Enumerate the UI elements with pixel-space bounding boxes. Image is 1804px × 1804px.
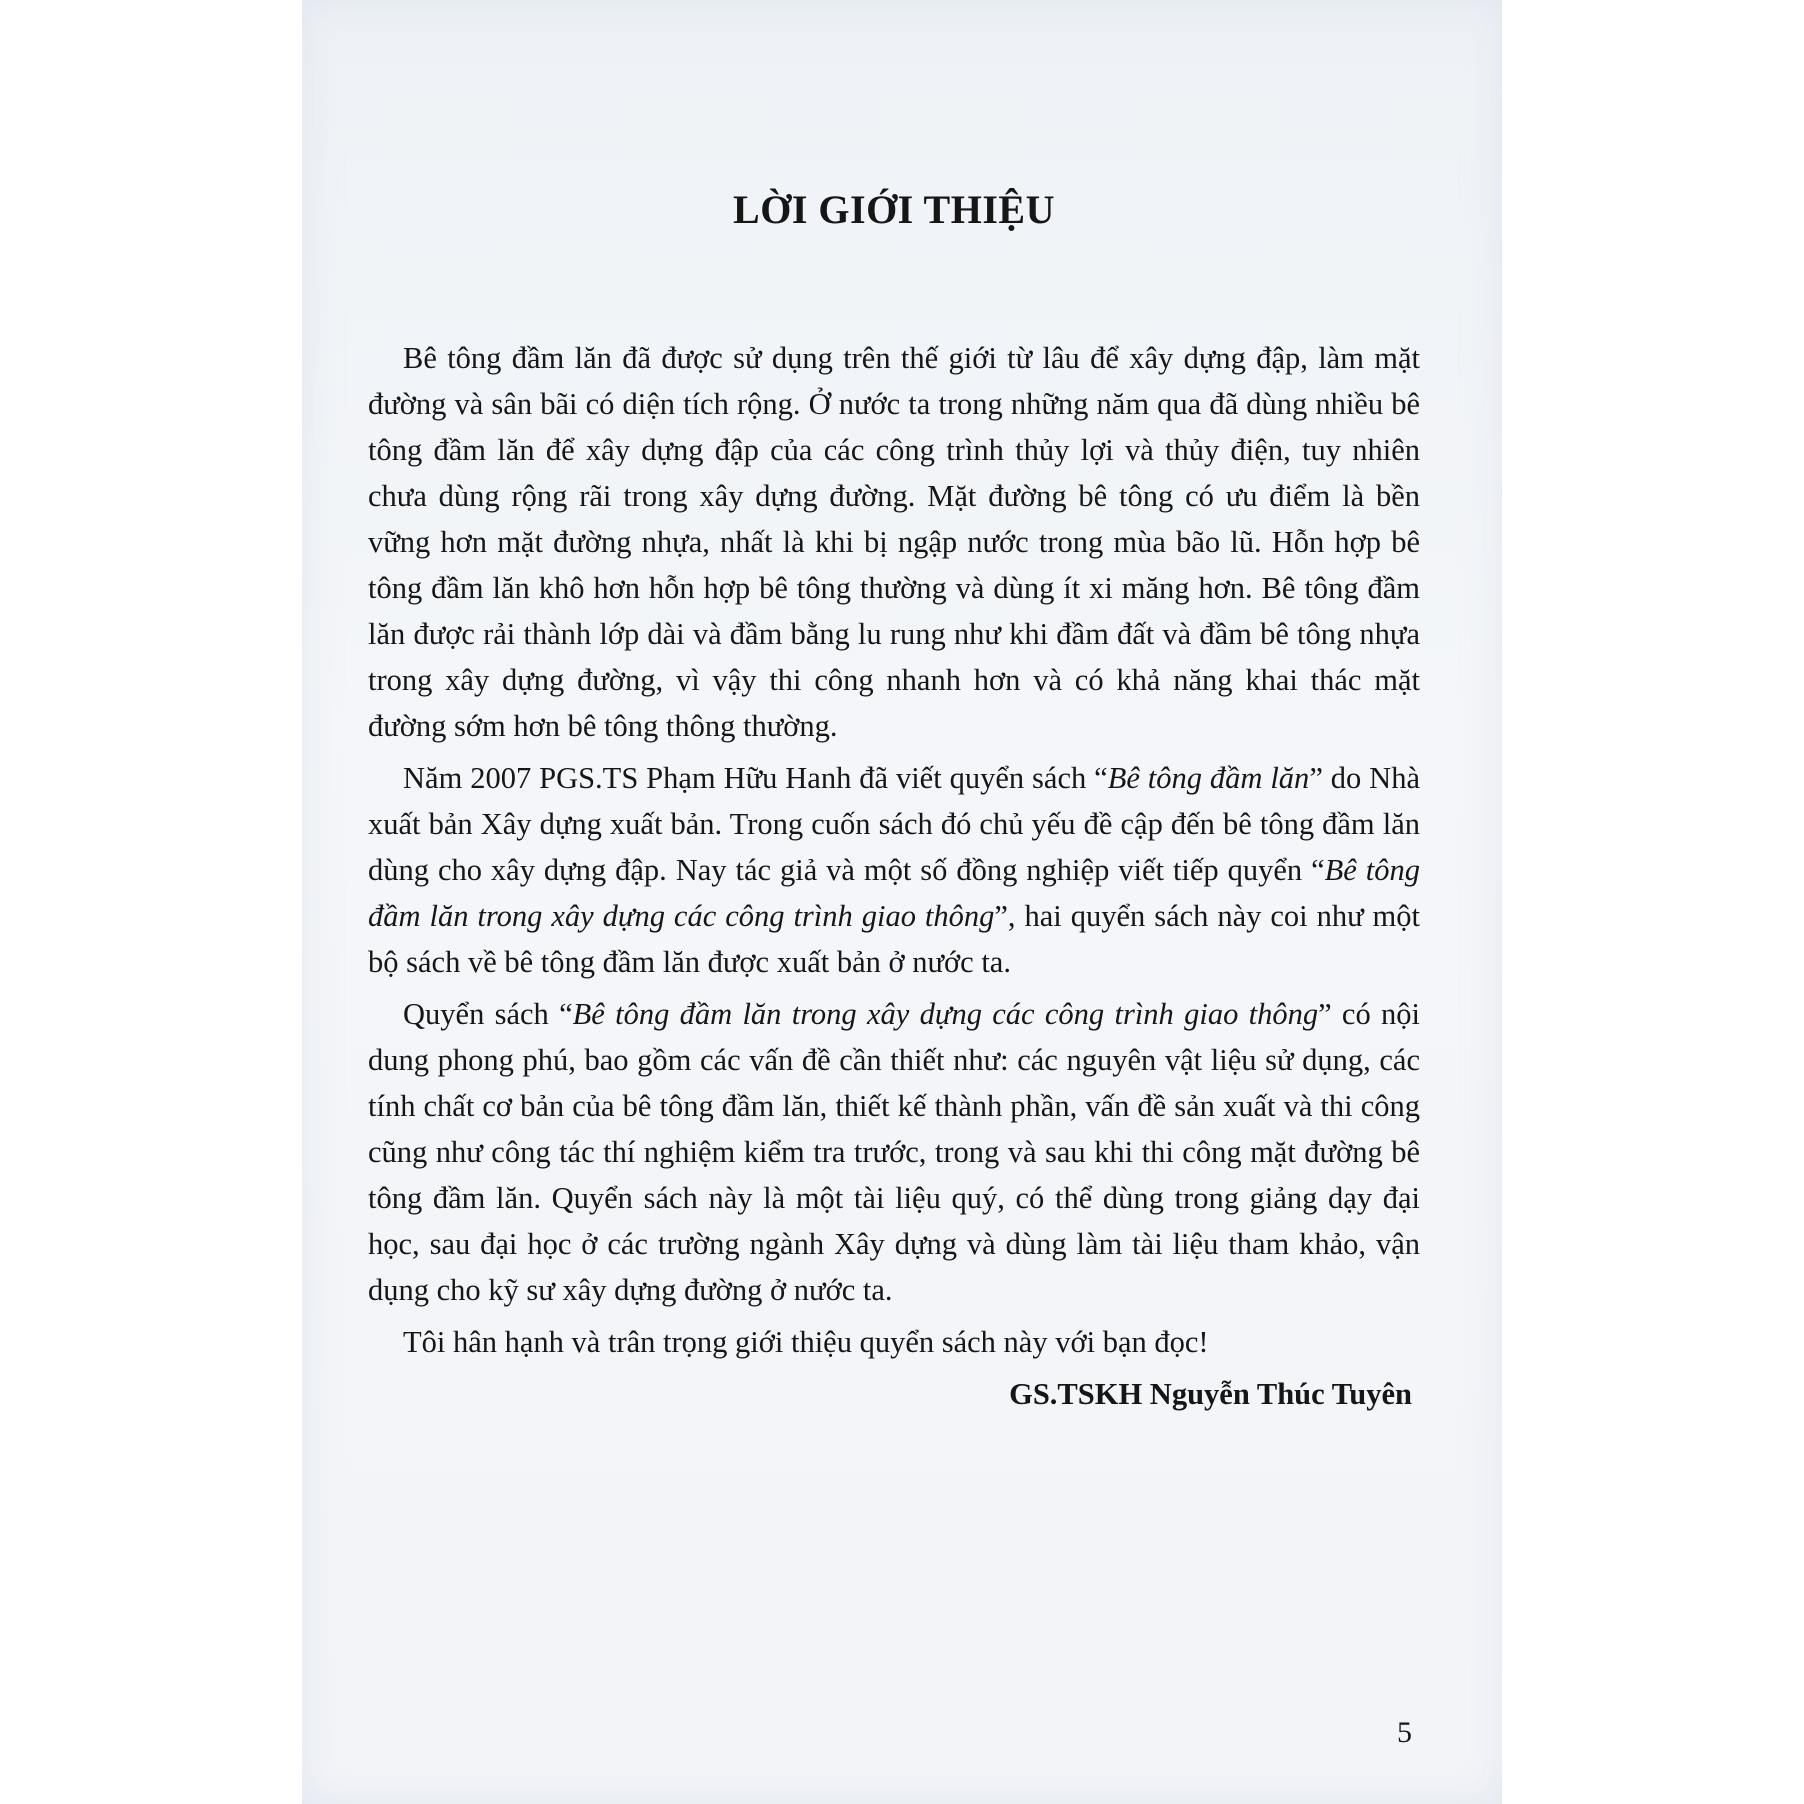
book-title-3: Bê tông đầm lăn trong xây dựng các công trình giao thông — [572, 997, 1319, 1031]
book-page — [302, 0, 1502, 1804]
paragraph-3 — [368, 991, 1420, 1313]
book-title-1: Bê tông đầm lăn — [1107, 761, 1310, 795]
paragraph-3-text-c: ” có nội dung phong phú, bao gồm các vấn đề cần thiết như: các nguyên vật liệu sử dụng, các tính chất cơ bản của bê tông đầm lăn, thiết kế thành phần, vấn đề sản xuất và thi công cũng như công tác thí nghiệm kiểm tra trước, trong và sau khi thi công mặt đường bê tông đầm lăn. Quyển sách này là một tài liệu quý, có thể dùng trong giảng dạy đại học, sau đại học ở các trường ngành Xây dựng và dùng làm tài liệu tham khảo, vận dụng cho kỹ sư xây dựng đường ở nước ta. — [368, 997, 1420, 1307]
author-signature: GS.TSKH Nguyễn Thúc Tuyên — [1009, 1377, 1412, 1411]
page-number: 5 — [1397, 1716, 1412, 1749]
paragraph-3-text-a: Quyển sách “ — [403, 997, 573, 1031]
foreword-body — [368, 335, 1420, 1417]
paragraph-2-text-c: ” do Nhà xuất bản Xây dựng xuất bản. Trong cuốn sách đó chủ yếu đề cập đến bê tông đầm lăn dùng cho xây dựng đập. Nay tác giả và một số đồng nghiệp viết tiếp quyển “ — [368, 761, 1420, 887]
paragraph-2-text-a: Năm 2007 PGS.TS Phạm Hữu Hanh đã viết quyển sách “ — [403, 761, 1108, 795]
page-title: LỜI GIỚI THIỆU — [733, 187, 1055, 232]
book-title-2: Bê tông đầm lăn trong xây dựng các công trình giao thông — [368, 853, 1420, 933]
paragraph-1: Bê tông đầm lăn đã được sử dụng trên thế giới từ lâu để xây dựng đập, làm mặt đường và sân bãi có diện tích rộng. Ở nước ta trong những năm qua đã dùng nhiều bê tông đầm lăn để xây dựng đập của các công trình thủy lợi và thủy điện, tuy nhiên chưa dùng rộng rãi trong xây dựng đường. Mặt đường bê tông có ưu điểm là bền vững hơn mặt đường nhựa, nhất là khi bị ngập nước trong mùa bão lũ. Hỗn hợp bê tông đầm lăn khô hơn hỗn hợp bê tông thường và dùng ít xi măng hơn. Bê tông đầm lăn được rải thành lớp dài và đầm bằng lu rung như khi đầm đất và đầm bê tông nhựa trong xây dựng đường, vì vậy thi công nhanh hơn và có khả năng khai thác mặt đường sớm hơn bê tông thông thường. — [368, 341, 1420, 743]
paragraph-2 — [368, 755, 1420, 985]
paragraph-2-text-e: ”, hai quyển sách này coi như một bộ sách về bê tông đầm lăn được xuất bản ở nước ta. — [368, 899, 1420, 979]
paragraph-4: Tôi hân hạnh và trân trọng giới thiệu quyển sách này với bạn đọc! — [403, 1325, 1209, 1359]
